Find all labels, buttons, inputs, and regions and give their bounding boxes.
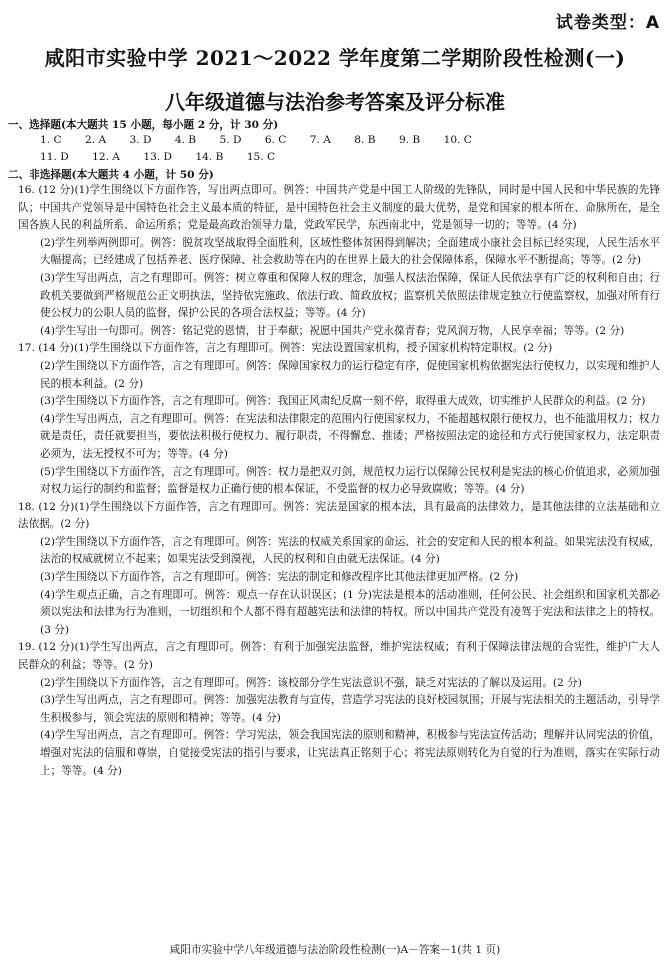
mc-answer: 3. D [129, 134, 152, 146]
question-17 [18, 340, 660, 498]
mc-answer: 14. B [195, 151, 224, 163]
answer-part: (3)学生写出两点，言之有理即可。例答：树立尊重和保障人权的理念，加强人权法治保障，保证人民依法享有广泛的权利和自由；行政机关要做到严格规范公正文明执法，坚持依宪施政、依法行政、简政放权；监察机关依照法律规定独立行使监察权，加强对所有行使公权力的公职人员的监督，保护公民的各项合法权益；等等。(4 分) [40, 271, 660, 320]
document-title: 咸阳市实验中学 2021～2022 学年度第二学期阶段性检测(一) [44, 46, 626, 70]
answer-part: (3)学生写出两点，言之有理即可。例答：加强宪法教育与宣传，营造学习宪法的良好校园氛围；开展与宪法相关的主题活动，引导学生积极参与，领会宪法的原则和精神；等等。(4 分) [40, 694, 660, 724]
answer-part: (2)学生围绕以下方面作答，言之有理即可。例答：保障国家权力的运行稳定有序，促使国家机构依据宪法行使权力，以实现和维护人民的根本利益。(2 分) [40, 359, 660, 390]
mc-answer: 8. B [354, 134, 376, 146]
mc-answer: 13. D [143, 151, 173, 163]
answer-part: (4)学生观点正确，言之有理即可。例答：观点一存在认识误区；(1 分)宪法是根本的活动准则，任何公民、社会组织和国家机关都必须以宪法和法律为行为准则，一切组织和个人都不得有超越宪法和法律的特权。所以中国共产党没有凌驾于宪法和法律之上的特权。(3 分) [40, 588, 660, 636]
mc-answers-row-2 [40, 151, 295, 163]
question-lead: 17. (14 分) [18, 342, 74, 355]
exam-type-label: 试卷类型：A [555, 13, 660, 33]
mc-answer: 12. A [92, 151, 120, 163]
question-19 [18, 639, 660, 780]
question-lead: 18. (12 分) [18, 500, 75, 513]
document-subtitle: 八年级道德与法治参考答案及评分标准 [165, 90, 505, 114]
mc-answer: 4. B [174, 134, 197, 146]
page-footer: 咸阳市实验中学八年级道德与法治阶段性检测(一)A－答案－1(共 1 页) [169, 944, 501, 956]
mc-answer: 6. C [264, 134, 287, 146]
answer-part: (1)学生围绕以下方面作答，言之有理即可。例答：宪法设置国家机构，授予国家机构特定职权。(2 分) [73, 342, 553, 355]
mc-answers-row-1 [40, 134, 492, 146]
answer-part: (5)学生围绕以下方面作答，言之有理即可。例答：权力是把双刃剑，规范权力运行以保障公民权利是宪法的核心价值追求，必须加强对权力运行的制约和监督；监督是权力正确行使的根本保证，不受监督的权力必导致腐败；等等。(4 分) [40, 465, 660, 496]
answer-part: (1)学生围绕以下方面作答，言之有理即可。例答：宪法是国家的根本法，具有最高的法律效力，是其他法律的立法基础和立法依据。(2 分) [18, 500, 660, 531]
mc-answer: 15. C [246, 151, 276, 163]
mc-answer: 5. D [219, 134, 242, 146]
mc-answer: 2. A [84, 134, 107, 146]
question-16 [18, 182, 660, 340]
mc-answer: 10. C [443, 134, 472, 146]
mc-answer: 11. D [40, 151, 69, 163]
answer-part: (1)学生写出两点，言之有理即可。例答：有利于加强宪法监督，维护宪法权威；有利于保障法律法规的合宪性，维护广大人民群众的利益；等等。(2 分) [18, 641, 660, 672]
answer-part: (2)学生列举两例即可。例答：脱贫攻坚战取得全面胜利，区域性整体贫困得到解决；全面建成小康社会目标已经实现，人民生活水平大幅提高；已经建成了包括养老、医疗保障、社会救助等在内的在世界上最大的社会保障体系，保障水平不断提高；等等。(2 分) [40, 236, 660, 267]
section-1-heading: 一、选择题(本大题共 15 小题，每小题 2 分，计 30 分) [8, 119, 279, 131]
mc-answer: 1. C [40, 134, 62, 146]
answer-part: (3)学生围绕以下方面作答，言之有理即可。例答：宪法的制定和修改程序比其他法律更加严格。(2 分) [40, 571, 519, 584]
answer-part: (3)学生围绕以下方面作答，言之有理即可。例答：我国正风肃纪反腐一刻不停，取得重大成效，切实维护人民群众的利益。(2 分) [40, 395, 646, 408]
answer-part: (2)学生围绕以下方面作答，言之有理即可。例答：该校部分学生宪法意识不强，缺乏对宪法的了解以及运用。(2 分) [40, 676, 582, 689]
answer-part: (4)学生写出两点，言之有理即可。例答：学习宪法，领会我国宪法的原则和精神，积极参与宪法宣传活动；理解并认同宪法的价值，增强对宪法的信服和尊崇，自觉接受宪法的指引与要求，让宪法真正铭刻于心；将宪法原则转化为自觉的行为准则，落实在实际行动上；等等。(4 分) [40, 729, 660, 777]
mc-answer: 9. B [398, 134, 421, 146]
question-lead: 19. (12 分) [18, 641, 75, 654]
answer-part: (4)学生写出一句即可。例答：铭记党的恩情，甘于奉献；祝愿中国共产党永葆青春；党风润万物，人民享幸福；等等。(2 分) [40, 324, 625, 337]
answers-body [18, 182, 660, 780]
answer-part: (1)学生围绕以下方面作答，写出两点即可。例答：中国共产党是中国工人阶级的先锋队，同时是中国人民和中华民族的先锋队；中国共产党领导是中国特色社会主义最本质的特征，是中国特色社会主义制度的最大优势，是党和国家的根本所在、命脉所在，是全国各族人民的利益所系、命运所系；党是最高政治领导力量，党政军民学，东西南北中，党是领导一切的；等等。(4 分) [18, 184, 660, 232]
answer-part: (2)学生围绕以下方面作答，言之有理即可。例答：宪法的权威关系国家的命运、社会的安定和人民的根本利益。如果宪法没有权威，法治的权威就树立不起来；如果宪法受到漠视，人民的权利和自由就无法保证。(4 分) [40, 535, 660, 566]
section-2-heading: 二、非选择题(本大题共 4 小题，计 50 分) [8, 169, 214, 181]
answer-part: (4)学生写出两点，言之有理即可。例答：在宪法和法律限定的范围内行使国家权力，不能超越权限行使权力，也不能滥用权力；权力就是责任，责任就要担当，要依法积极行使权力、履行职责，不得懈怠、推诿；严格按照法定的途径和方式行使国家权力，法定职责必须为，法无授权不可为；等等。(4 分) [40, 412, 660, 460]
mc-answer: 7. A [309, 134, 331, 146]
question-18 [18, 499, 660, 640]
question-lead: 16. (12 分) [18, 184, 75, 196]
